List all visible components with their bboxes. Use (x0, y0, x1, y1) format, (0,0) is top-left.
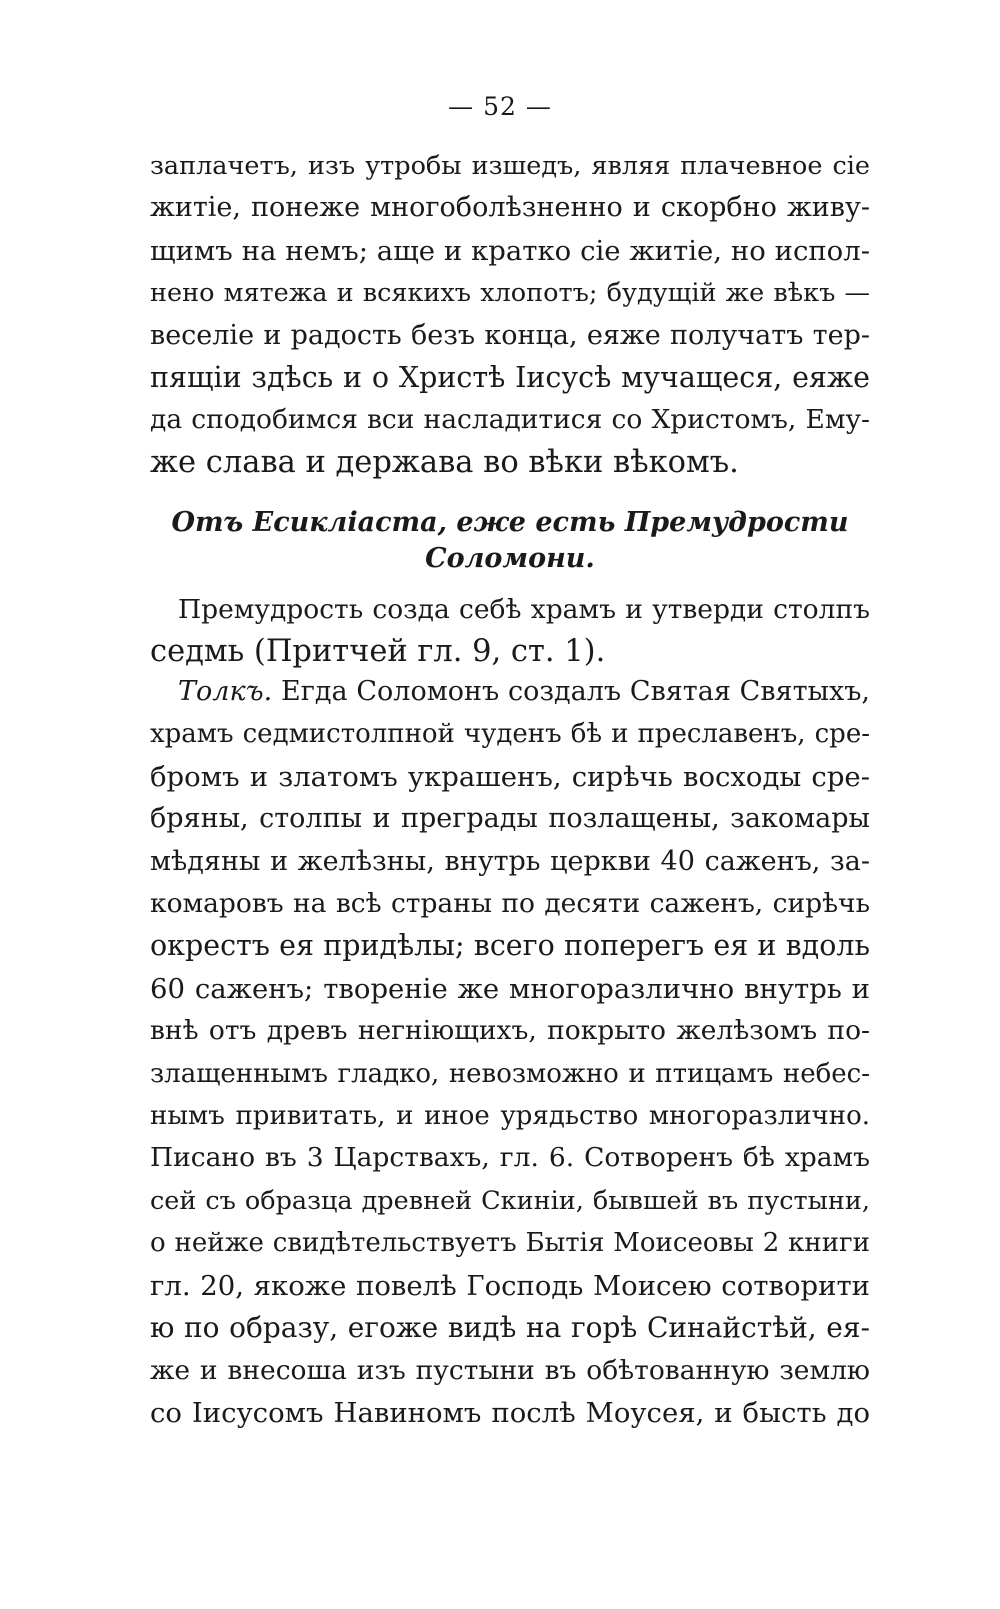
text-line: о нейже свидѣтельствуетъ Бытія Моисеовы 2 книги (150, 1228, 870, 1259)
text-line: 60 саженъ; твореніе же многоразлично внутрь и (150, 972, 870, 1005)
text-line: внѣ отъ древъ негніющихъ, покрыто желѣзомъ по- (150, 1015, 870, 1047)
text-line: заплачетъ, изъ утробы изшедъ, являя плачевное сіе (150, 151, 870, 181)
text-line: со Іисусомъ Навиномъ послѣ Моусея, и бысть до (150, 1396, 870, 1429)
heading-line: Отъ Есикліаста, еже есть Премудрости (171, 507, 849, 538)
text-line: бромъ и златомъ украшенъ, сирѣчь восходы сре- (150, 760, 870, 793)
paragraph-2 (150, 589, 870, 674)
text-line: ю по образу, егоже видѣ на горѣ Синайстѣй, ея- (150, 1311, 870, 1345)
text-line: да сподобимся вси насладитися со Христомъ, Ему- (150, 404, 870, 436)
text-line: Премудрость созда себѣ храмъ и утверди столпъ (178, 594, 870, 625)
text-line: мѣдяны и желѣзны, внутрь церкви 40 саженъ, за- (150, 845, 870, 877)
text-line: храмъ седмистолпной чуденъ бѣ и преславенъ, сре- (150, 719, 870, 750)
text-line: нено мятежа и всякихъ хлопотъ; будущій же вѣкъ — (150, 278, 870, 309)
section-heading (150, 505, 870, 577)
text-line: щимъ на немъ; аще и кратко сіе житіе, но испол- (150, 234, 870, 267)
text-line: бряны, столпы и преграды позлащены, закомары (150, 803, 870, 835)
paragraph-3 (150, 671, 870, 1434)
text-line: сей съ образца древней Скиніи, бывшей въ пустыни, (150, 1185, 870, 1216)
page-number: — 52 — (448, 92, 552, 121)
text-line: комаровъ на всѣ страны по десяти саженъ, сирѣчь (150, 888, 870, 920)
text-line: седмь (Притчей гл. 9, ст. 1). (150, 634, 606, 670)
text-line: окрестъ ея придѣлы; всего поперегъ ея и вдоль (150, 929, 870, 963)
text-line: житіе, понеже многоболѣзненно и скорбно живу- (150, 192, 870, 224)
text-line: веселіе и радость безъ конца, еяже получатъ тер- (150, 319, 870, 351)
text-line: же слава и держава во вѣки вѣкомъ. (150, 444, 739, 480)
text-line: пящіи здѣсь и о Христѣ Іисусѣ мучащеся, еяже (150, 361, 870, 395)
text-line: же и внесоша изъ пустыни въ обѣтованную землю (150, 1354, 870, 1386)
lead-word: Толкъ. (178, 676, 273, 707)
text-line (150, 671, 870, 713)
text-line: гл. 20, якоже повелѣ Господь Моисею сотворити (150, 1269, 870, 1302)
text-line: Писано въ 3 Царствахъ, гл. 6. Сотворенъ бѣ храмъ (150, 1142, 870, 1174)
text-line-rest: Егда Соломонъ создалъ Святая Святыхъ, (272, 676, 870, 707)
text-line: злащеннымъ гладко, невозможно и птицамъ небес- (150, 1058, 870, 1089)
paragraph-1 (150, 145, 870, 484)
text-line: нымъ привитать, и иное урядьство многоразлично. (150, 1101, 870, 1132)
heading-line: Соломони. (425, 543, 595, 574)
